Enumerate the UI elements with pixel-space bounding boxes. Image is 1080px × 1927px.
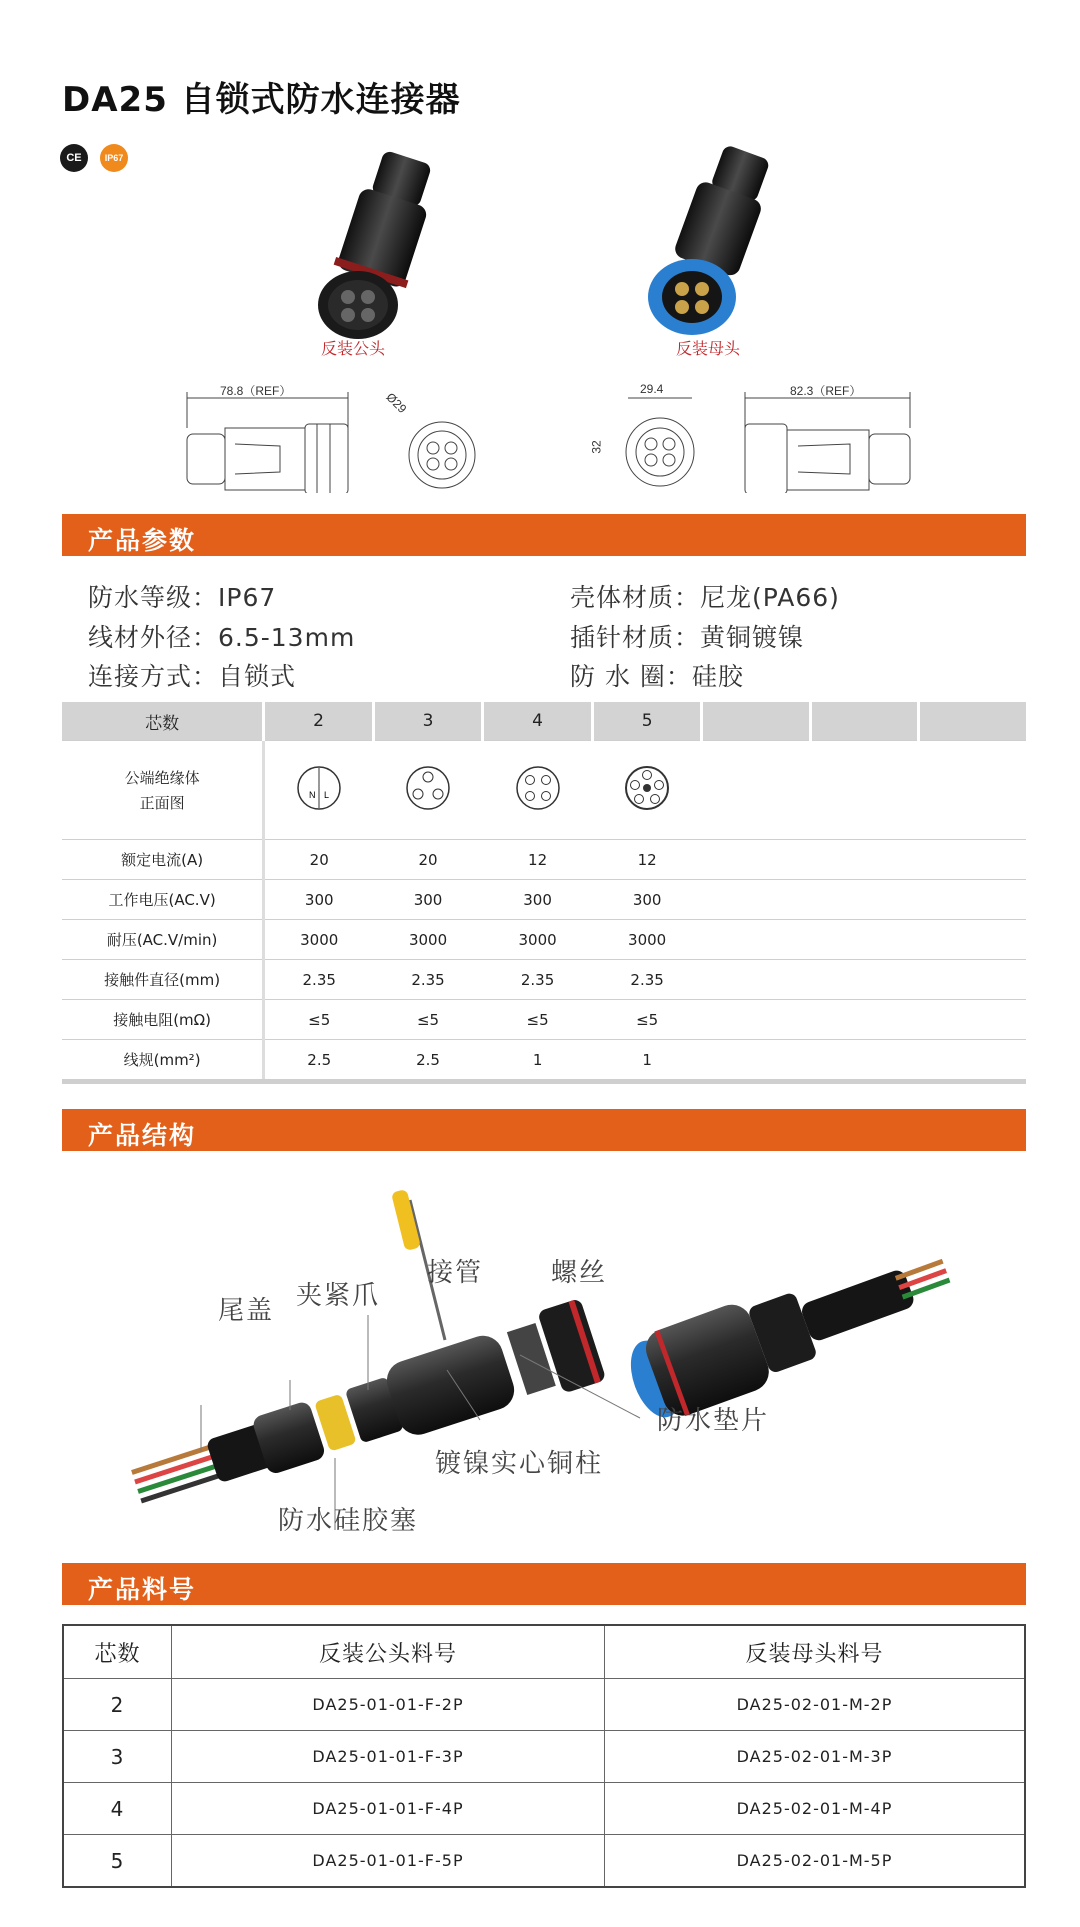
spec-header-row — [62, 702, 1026, 741]
page-title: DA25 自锁式防水连接器 — [62, 80, 461, 120]
spec-col-5: 5 — [592, 702, 702, 741]
spec-row-resistance: 接触电阻(mΩ) ≤5 ≤5 ≤5 ≤5 — [62, 1000, 1026, 1040]
male-caption: 反装公头 — [320, 339, 385, 358]
label-tail-cap: 尾盖 — [218, 1296, 275, 1326]
section-params-title: 产品参数 — [88, 526, 197, 555]
param-cable-od: 线材外径：6.5-13mm — [88, 623, 356, 652]
pin-face-5p-icon — [623, 764, 671, 812]
label-pipe: 接管 — [427, 1258, 484, 1288]
spec-col-2: 2 — [264, 702, 374, 741]
male-side-drawing — [185, 388, 360, 493]
male-front-drawing — [405, 418, 480, 493]
label-copper-pin: 镀镍实心铜柱 — [435, 1449, 604, 1479]
parts-header-male: 反装公头料号 — [172, 1625, 605, 1679]
spec-face-row — [62, 741, 1026, 840]
param-waterproof: 防水等级：IP67 — [88, 583, 277, 612]
female-connector-image — [630, 145, 790, 340]
svg-text:N: N — [309, 790, 316, 800]
parts-header-cores: 芯数 — [63, 1625, 172, 1679]
spec-row-voltage: 工作电压(AC.V) 300 300 300 300 — [62, 880, 1026, 920]
parts-row: 2 DA25-01-01-F-2P DA25-02-01-M-2P — [63, 1679, 1025, 1731]
param-pin: 插针材质：黄铜镀镍 — [570, 623, 805, 652]
label-screw: 螺丝 — [551, 1258, 608, 1288]
label-plug: 防水硅胶塞 — [278, 1506, 419, 1536]
label-gasket: 防水垫片 — [657, 1406, 770, 1436]
female-front-drawing — [620, 392, 700, 492]
female-length-dim: 82.3（REF） — [790, 384, 862, 398]
female-height-dim: 32 — [589, 440, 604, 454]
spec-row-contact-diameter: 接触件直径(mm) 2.35 2.35 2.35 2.35 — [62, 960, 1026, 1000]
female-side-drawing — [740, 388, 915, 493]
male-length-dim: 78.8（REF） — [220, 384, 292, 398]
section-structure-title: 产品结构 — [88, 1121, 197, 1150]
spec-face-label: 公端绝缘体 正面图 — [62, 741, 264, 840]
parts-row: 3 DA25-01-01-F-3P DA25-02-01-M-3P — [63, 1731, 1025, 1783]
female-caption: 反装母头 — [675, 339, 740, 358]
svg-text:L: L — [324, 790, 330, 800]
pin-face-4p-icon — [514, 764, 562, 812]
male-connector-image — [300, 145, 460, 340]
pin-face-3p-icon — [404, 764, 452, 812]
param-connection: 连接方式：自锁式 — [88, 662, 297, 691]
section-params-header — [62, 514, 1026, 556]
spec-row-gauge: 线规(mm²) 2.5 2.5 1 1 — [62, 1040, 1026, 1082]
female-width-dim: 29.4 — [640, 382, 664, 396]
label-clamp: 夹紧爪 — [296, 1281, 381, 1311]
ce-cert-icon: CE — [60, 144, 88, 172]
spec-col-3: 3 — [373, 702, 483, 741]
parts-header-row — [63, 1625, 1025, 1679]
spec-row-withstand: 耐压(AC.V/min) 3000 3000 3000 3000 — [62, 920, 1026, 960]
param-housing: 壳体材质：尼龙(PA66) — [570, 583, 840, 612]
ip67-cert-icon: IP67 — [100, 144, 128, 172]
spec-row-current: 额定电流(A) 20 20 12 12 — [62, 840, 1026, 880]
param-seal: 防 水 圈：硅胶 — [570, 662, 744, 691]
spec-header-label: 芯数 — [62, 702, 264, 741]
spec-col-4: 4 — [483, 702, 593, 741]
section-parts-header — [62, 1563, 1026, 1605]
male-diameter-dim: Ø29 — [383, 390, 410, 416]
parts-row: 4 DA25-01-01-F-4P DA25-02-01-M-4P — [63, 1783, 1025, 1835]
pin-face-2p-icon — [295, 764, 343, 812]
parts-row: 5 DA25-01-01-F-5P DA25-02-01-M-5P — [63, 1835, 1025, 1888]
parts-header-female: 反装母头料号 — [605, 1625, 1026, 1679]
parts-table — [62, 1624, 1026, 1888]
section-structure-header — [62, 1109, 1026, 1151]
section-parts-title: 产品料号 — [88, 1575, 197, 1604]
spec-table — [62, 702, 1026, 1084]
